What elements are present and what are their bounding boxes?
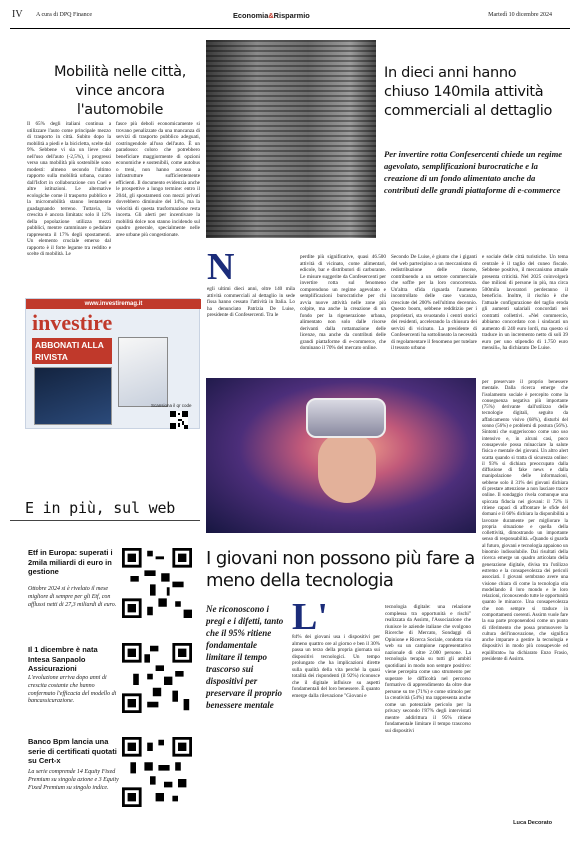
- headline-chiuse: In dieci anni hanno chiuso 140mila attività commerciali al dettaglio: [384, 65, 553, 119]
- headline-mobilita: Mobilità nelle città, vince ancora l'automobile: [53, 64, 187, 118]
- ad-scan-label: Scansiona il qr code: [151, 403, 192, 408]
- shutter-slat: [206, 170, 376, 172]
- qr-code-icon[interactable]: [170, 411, 188, 429]
- shutter-slat: [206, 140, 376, 142]
- shutter-slat: [206, 120, 376, 122]
- shutter-slat: [206, 175, 376, 177]
- supplement-label: A cura di DPQ Finance: [36, 12, 92, 18]
- mobilita-col-2: fasce più deboli economicamente si trovano penalizzate da una mancanza di servizi di trasporto pubblico adeguati, costringendole all'uso dell'auto. È un paradosso: coloro che potrebbero beneficiare maggiormente di opzioni economiche e sostenibili, come autobus o treni, non hanno accesso a infrastrutture sufficientemente efficienti. Il documento evidenzia anche le prospettive a lungo termine: entro il 2044, gli spostamenti con mezzi privati dovrebbero diminuire del 14%, ma la velocità di questa trasformazione resta incerta. Gli alerti per incentivare la mobilità dolce non stanno incidendo sul quadro generale, specialmente nelle aree urbane più congestionate.: [116, 121, 200, 238]
- page-header: [0, 0, 580, 32]
- shutter-slat: [206, 125, 376, 127]
- shutter-slat: [206, 205, 376, 207]
- shutter-slat: [206, 85, 376, 87]
- mobilita-col-1: Il 65% degli italiani continua a utilizzare l'auto come principale mezzo di trasporto in città. Subito dopo la mobilità a piedi e la bicicletta, scelte dal 9%. Sebbene vi sia un lieve calo nell'uso dell'auto (-2,5%), i progressi verso una mobilità più sostenibile sono modesti: almeno secondo l'ultimo rapporto sulla mobilità urbana, curato dall'Isfort in collaborazione con Cnel e altre istituzioni. Le alternative ecologiche come il trasporto pubblico e la micromobilità stanno lentamente guadagnando terreno. Tuttavia, la crescita è ancora limitata: solo il 12% della popolazione utilizza mezzi pubblici, mentre camminare o pedalare rappresenta il 17% degli spostamenti. Un elemento cruciale emerso dal rapporto è il forte legame tra reddito e scelte di mobilità. Le: [27, 121, 111, 257]
- shutter-slat: [206, 130, 376, 132]
- chiuse-col-3: Secondo De Luise, è giunto che i giganti del web partecipino a un meccanismo di redistribuzione delle risorse, contribuendo a un settore commerciale che soffre per la loro concorrenza. Un'altra sfida riguarda l'aumento incontrollato delle case vacanza, cresciute del 200% nell'ultimo decennio. Questo boom, sebbene redditizio per i proprietari, sta svuotando i centri storici dei residenti, accelerando la chiusura dei servizi di vicinato. La presidente di Confesercenti ha sottolineato la necessità di regolamentare il fenomeno per tutelare il tessuto urbano: [391, 254, 477, 351]
- chiuse-col-4: e sociale delle città turistiche. Un tema centrale è il taglio del cuneo fiscale. Sebbene positivo, il meccanismo attuale presenta criticità. Nel 2025 coinvolgerà due milioni di persone in più, ma circa 500mila lavoratori perderanno il beneficio. Inoltre, il rischio è che l'attuale configurazione del taglio eroda gli aumenti salariali concordati nei contratti collettivi. «Nel commercio, abbiamo concordato con i sindacati un aumento di 240 euro lordi, ma questo si traduce in un incremento netto di soli 39 euro per uno stipendio di 1.750 euro mensili», ha dichiarato De Luise.: [482, 254, 568, 351]
- dropcap-chiuse: N: [207, 246, 235, 288]
- shutter-slat: [206, 90, 376, 92]
- shutter-slat: [206, 100, 376, 102]
- qr-code-icon[interactable]: [122, 643, 192, 713]
- chiuse-col-1: egli ultimi dieci anni, oltre 140 mila attività commerciali al dettaglio in sede fissa hanno cessato l'attività in Italia. Lo ha denunciato Patrizia De Luise, presidente di Confesercenti. Tra le: [207, 286, 295, 318]
- brief-title-2[interactable]: Il 1 dicembre è nata Intesa Sanpaolo Assicurazioni: [28, 645, 98, 673]
- shutter-slat: [206, 145, 376, 147]
- giovani-col-2: tecnologia digitale: una relazione complessa tra opportunità e rischi" realizzata da Assirm, l'Associazione che riunisce le aziende italiane che svolgono Ricerche di Mercato, Sondaggi di Opinione e Ricerca Sociale, condotta via web su un campione rappresentativo nazionale di oltre 2.000 persone. La tecnologia terapia su tutti gli ambiti quotidiani in modo non sempre positivo: viene percepita come uno strumento per superare le difficoltà nel percorso formativo di apprendimento da oltre due persone su tre (71%) e come stimolo per la creatività (54%) ma rappresenta anche come un potenziale pericolo per la privacy secondo l'87% degli intervistati mentre addirittura il 95% ritiene fondamentale limitare il tempo trascorso sui dispositivi: [385, 604, 471, 734]
- chiuse-col-2: perdite più significative, quasi 46.500 attività di vicinato, come alimentari, edicole, bar e distributori di carburante. Le misure suggerite da Confesercenti per invertire rotta sul fenomeno comprendono un regime agevolato e semplificazioni burocratiche per chi avvia nuove attività nelle zone più colpite, ma anche la creazione di un fondo per la rigenerazione urbana, alimentato non solo dalle risorse derivanti dalla rottamazione delle licenze, ma anche da contributi delle grandi piattaforme di e-commerce, che dominano il 70% del mercato online.: [300, 254, 386, 351]
- shutter-slat: [206, 80, 376, 82]
- qr-code-icon[interactable]: [122, 737, 192, 807]
- shutter-slat: [206, 40, 376, 42]
- magazine-cover-image-2: [118, 337, 168, 407]
- shop-shutter-photo: [206, 40, 376, 238]
- shutter-slat: [206, 50, 376, 52]
- shutter-slat: [206, 70, 376, 72]
- shutter-slat: [206, 55, 376, 57]
- shutter-slat: [206, 60, 376, 62]
- shutter-slat: [206, 105, 376, 107]
- deck-giovani: Ne riconoscono i pregi e i difetti, tanto che il 95% ritiene fondamentale limitare il tempo trascorso sui dispositivi per preservare il proprio benessere mentale: [206, 604, 284, 710]
- deck-chiuse: Per invertire rotta Confesercenti chiede un regime agevolato, semplificazioni burocratiche e la creazione di un fondo alimentato anche da contributi delle grandi piattaforme di e-commerce: [384, 149, 563, 195]
- shutter-slat: [206, 180, 376, 182]
- vr-headset-icon: [306, 398, 386, 438]
- masthead-logo: Economia&Risparmio: [233, 11, 310, 20]
- shutter-slat: [206, 200, 376, 202]
- page-number: IV: [12, 9, 23, 20]
- qr-code-icon[interactable]: [122, 548, 192, 618]
- shutter-slat: [206, 235, 376, 237]
- shutter-slat: [206, 150, 376, 152]
- brief-title-3[interactable]: Banco Bpm lancia una serie di certificati quotati su Cert-x: [28, 737, 117, 765]
- shutter-slat: [206, 220, 376, 222]
- section-title-web: E in più, sul web: [25, 499, 176, 517]
- header-rule: [10, 28, 570, 29]
- shutter-slat: [206, 45, 376, 47]
- ad-url[interactable]: www.investiremag.it: [26, 299, 201, 309]
- shutter-slat: [206, 215, 376, 217]
- shutter-slat: [206, 95, 376, 97]
- shutter-slat: [206, 225, 376, 227]
- investire-ad[interactable]: [25, 298, 200, 429]
- byline: Luca Decorato: [513, 820, 552, 826]
- shutter-slat: [206, 65, 376, 67]
- shutter-slat: [206, 165, 376, 167]
- shutter-slat: [206, 75, 376, 77]
- shutter-slat: [206, 155, 376, 157]
- shutter-slat: [206, 185, 376, 187]
- section-rule: [10, 520, 200, 521]
- headline-giovani: I giovani non possono più fare a meno della tecnologia: [206, 548, 475, 591]
- ad-subscribe-banner[interactable]: ABBONATI ALLA RIVISTA: [32, 338, 112, 364]
- giovani-col-1: 84% dei giovani usa i dispositivi per almeno quattro ore al giorno e ben il 30% passa un terzo della propria giornata sui dispositivi tecnologici. Un tempo prolungato che ha implicazioni dirette sulla qualità della vita perché la quasi totalità dei rispondenti (il 92%) riconosce che il digitale influisce su aspetti fondamentali del loro benessere. È quanto emerge dalla rilevazione "Giovani e: [292, 634, 380, 699]
- brief-body-1: Ottobre 2024 si è rivelato il mese migliore di sempre per gli Etf, con afflussi netti di 27,3 miliardi di euro.: [28, 586, 117, 608]
- brief-body-2: L'evoluzione arriva dopo anni di crescita costante che hanno confermato l'efficacia del modello di bancassicurazione.: [28, 675, 117, 705]
- magazine-cover-image: [34, 367, 112, 425]
- dropcap-giovani: L': [292, 596, 328, 638]
- shutter-slat: [206, 160, 376, 162]
- shutter-slat: [206, 230, 376, 232]
- brief-body-3: La serie comprende 14 Equity Fixed Premium su singola azione e 3 Equity Fixed Premium su singolo indice.: [28, 769, 119, 791]
- brief-title-1[interactable]: Etf in Europa: superati i 2mila miliardi di euro in gestione: [28, 548, 113, 576]
- shutter-slat: [206, 195, 376, 197]
- giovani-col-3: per preservare il proprio benessere mentale. Dalla ricerca emerge che l'isolamento sociale è percepito come la conseguenza negativa più importante (75%) derivante dall'utilizzo delle tecnologie digitali, seguito da affaticamento visivo (68%), disturbi del sonno (56%) e problemi di postura (56%). Sintomi che suggeriscono come uno uso intensivo e, in alcuni casi, poco consapevole possa minacciare la salute fisica e mentale dei giovani. Un altro alert scatta quando si tratta di sicurezza online: il 93% si dichiara preoccupato dalla diffusione di fake news e dalla manipolazione delle informazioni, sebbene solo il 31% dei giovani dichiara di prestare attenzione a non lasciare tracce online. Il sondaggio rivela comunque una spiccata fiducia nei giovani: il 72% li ritiene capaci di affrontare le sfide del domani e il 66% dichiara la disponibilità a lavorare duramente per migliorare la propria situazione e quella della collettività, dimostrando un importante senso di responsabilità. «Quando si guarda al futuro, giovani e tecnologia appaiono un binomio indissolubile. Dai risultati della ricerca emerge un quadro articolato della generazione digitale, divisa tra l'utilizzo estremo e la consapevolezza dei pericoli associati. I giovani sembrano avere una visione chiara di come la tecnologia stia modellando il loro mondo e le loro relazioni, riconoscendo tutte le opportunità quanto le minacce. Una consapevolezza che non sempre si traduce in comportamenti coerenti. Assirm vuole fare la sua parte proponendosi come un punto di riferimento che possa promuovere la cultura dell'innovazione, che significa anche imparare a gestire la tecnologia e dispositivi in modo più consapevole ed equilibrato» ha dichiarato Enzo Frasio, presidente di Assirm.: [482, 380, 568, 663]
- shutter-slat: [206, 190, 376, 192]
- shutter-slat: [206, 135, 376, 137]
- shutter-slat: [206, 210, 376, 212]
- shutter-slat: [206, 110, 376, 112]
- vr-headset-photo: [206, 378, 476, 533]
- shutter-slat: [206, 115, 376, 117]
- ad-title: investire: [32, 310, 113, 335]
- issue-date: Martedì 10 dicembre 2024: [488, 12, 552, 18]
